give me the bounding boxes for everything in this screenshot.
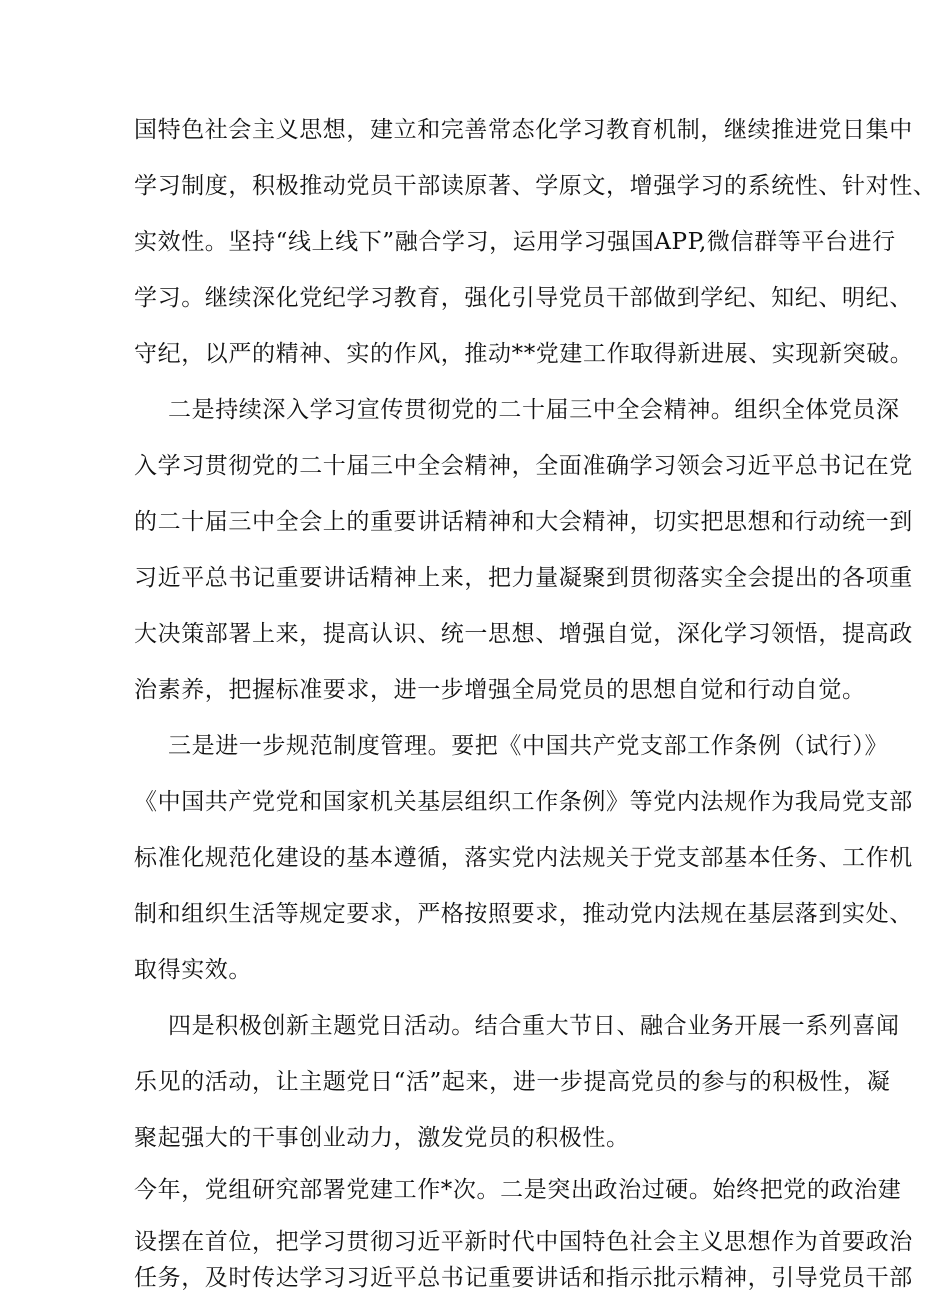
text-line: 聚起强大的干事创业动力，激发党员的积极性。: [134, 1125, 630, 1151]
text-line: 制和组织生活等规定要求，严格按照要求，推动党内法规在基层落到实处、: [134, 901, 913, 927]
text-line: 治素养，把握标准要求，进一步增强全局党员的思想自觉和行动自觉。: [134, 677, 866, 703]
text-line: 取得实效。: [134, 957, 252, 983]
text-line: 习近平总书记重要讲话精神上来，把力量凝聚到贯彻落实全会提出的各项重: [134, 565, 913, 591]
text-line: 《中国共产党党和国家机关基层组织工作条例》等党内法规作为我局党支部: [134, 789, 913, 815]
text-line: 设摆在首位，把学习贯彻习近平新时代中国特色社会主义思想作为首要政治: [134, 1229, 913, 1255]
text-line: 学习制度，积极推动党员干部读原著、学原文，增强学习的系统性、针对性、: [134, 173, 936, 199]
text-line: 实效性。坚持“线上线下”融合学习，运用学习强国APP,微信群等平台进行: [134, 229, 896, 255]
text-line: 二是持续深入学习宣传贯彻党的二十届三中全会精神。组织全体党员深: [168, 397, 900, 423]
text-line: 国特色社会主义思想，建立和完善常态化学习教育机制，继续推进党日集中: [134, 117, 913, 143]
text-line: 今年，党组研究部署党建工作*次。二是突出政治过硬。始终把党的政治建: [134, 1177, 902, 1203]
text-line: 入学习贯彻党的二十届三中全会精神，全面准确学习领会习近平总书记在党: [134, 453, 913, 479]
text-line: 学习。继续深化党纪学习教育，强化引导党员干部做到学纪、知纪、明纪、: [134, 285, 913, 311]
text-line: 大决策部署上来，提高认识、统一思想、增强自觉，深化学习领悟，提高政: [134, 621, 913, 647]
text-line: 三是进一步规范制度管理。要把《中国共产党支部工作条例（试行）》: [168, 733, 889, 759]
text-line: 标准化规范化建设的基本遵循，落实党内法规关于党支部基本任务、工作机: [134, 845, 913, 871]
text-line: 四是积极创新主题党日活动。结合重大节日、融合业务开展一系列喜闻: [168, 1013, 900, 1039]
text-line: 的二十届三中全会上的重要讲话精神和大会精神，切实把思想和行动统一到: [134, 509, 913, 535]
text-line: 任务，及时传达学习习近平总书记重要讲话和指示批示精神，引导党员干部: [134, 1265, 913, 1291]
text-line: 守纪，以严的精神、实的作风，推动**党建工作取得新进展、实现新突破。: [134, 341, 914, 367]
text-line: 乐见的活动，让主题党日“活”起来，进一步提高党员的参与的积极性，凝: [134, 1069, 891, 1095]
